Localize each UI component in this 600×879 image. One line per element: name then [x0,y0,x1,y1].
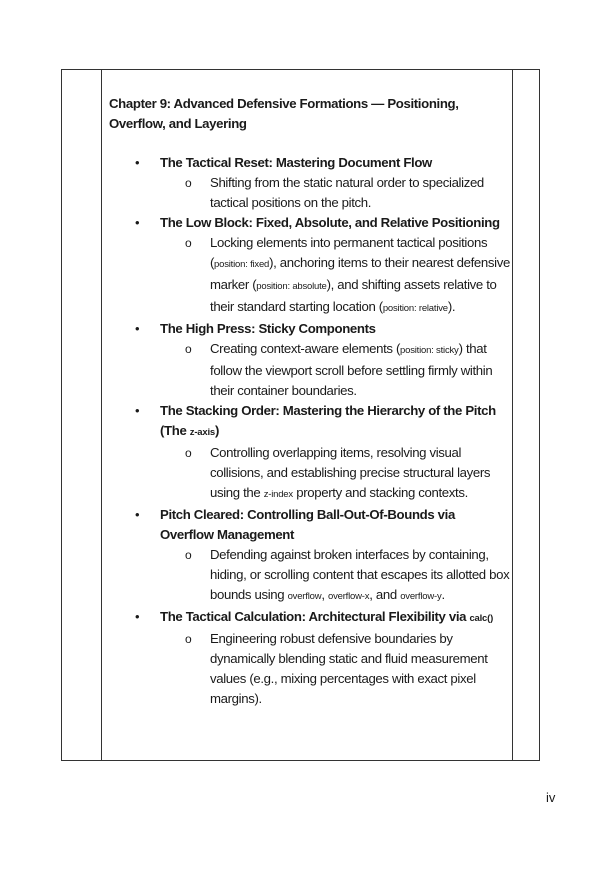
detail-text: Engineering robust defensive boundaries by dynamically blending static and fluid measurement values (e.g., mixing percentages with exact pixel margins). [210,631,488,706]
topic-item [109,153,511,213]
bullet-icon: • [135,507,140,522]
topic-item [109,213,511,319]
sub-bullet-icon: o [185,446,192,460]
topic-item [109,607,511,709]
sub-bullet-icon: o [185,342,192,356]
code-snippet: z-axis [189,427,215,438]
topic-details [160,629,511,709]
detail-text: Defending against broken interfaces by containing, hiding, or scrolling content that escapes its allotted box bounds using [210,547,510,602]
topic-title: The High Press: Sticky Components [160,321,376,336]
topic-details [160,339,511,401]
sub-bullet-icon: o [185,236,192,250]
code-snippet: z-index [263,489,293,500]
topic-title-text: The Stacking Order: Mastering the Hierarchy of the Pitch (The [160,403,496,438]
code-snippet: overflow-x [328,591,370,602]
topic-title [160,401,511,443]
topic-item [109,319,511,401]
topic-details [160,173,511,213]
detail-text: ), and shifting assets relative to their standard starting location ( [210,277,497,314]
table-right-column-line [512,70,513,760]
detail-item [160,339,511,401]
code-snippet: position: relative [382,303,448,314]
bullet-icon: • [135,321,140,336]
code-snippet: position: fixed [214,259,270,270]
detail-text: Locking elements into permanent tactical positions ( [210,235,488,270]
sub-bullet-icon: o [185,632,192,646]
chapter-title: Chapter 9: Advanced Defensive Formations — Positioning, Overflow, and Layering [109,96,459,131]
topic-details [160,233,511,319]
bullet-icon: • [135,155,140,170]
bullet-icon: • [135,215,140,230]
topic-title-text: The Tactical Calculation: Architectural Flexibility via [160,609,470,624]
topic-title: The Low Block: Fixed, Absolute, and Relative Positioning [160,215,500,230]
topic-details [160,545,511,607]
detail-text: Shifting from the static natural order to specialized tactical positions on the pitch. [210,175,484,210]
sub-bullet-icon: o [185,176,192,190]
detail-text: property and stacking contexts. [292,485,468,500]
code-snippet: position: sticky [400,345,459,356]
detail-text: , [321,587,328,602]
detail-text: . [441,587,445,602]
topic-item [109,505,511,607]
topic-item [109,401,511,505]
sub-bullet-icon: o [185,548,192,562]
detail-text: Creating context-aware elements ( [210,341,401,356]
detail-item [160,443,511,505]
detail-text: ) that follow the viewport scroll before settling firmly within their container boundaries. [210,341,493,398]
code-snippet: overflow [287,591,322,602]
detail-item [160,629,511,709]
topic-title: Pitch Cleared: Controlling Ball-Out-Of-Bounds via Overflow Management [160,507,455,542]
page-number: iv [546,790,556,805]
detail-text: ), anchoring items to their nearest defensive marker ( [210,255,510,292]
code-snippet: position: absolute [256,281,327,292]
bullet-icon: • [135,403,140,418]
table-cell-content [109,94,511,709]
topic-details [160,443,511,505]
detail-text: Controlling overlapping items, resolving visual collisions, and establishing precise structural layers using the [210,445,491,500]
bullet-icon: • [135,609,140,624]
topic-title-end: ) [214,423,220,438]
topic-title: The Tactical Reset: Mastering Document Flow [160,155,432,170]
detail-item [160,173,511,213]
detail-item [160,545,511,607]
code-snippet: overflow-y [400,591,442,602]
code-snippet: calc() [469,613,494,624]
topic-title [160,607,511,629]
detail-item [160,233,511,319]
detail-text: ). [447,299,456,314]
detail-text: , and [369,587,401,602]
table-left-column-line [101,70,102,760]
topic-list [109,153,511,709]
